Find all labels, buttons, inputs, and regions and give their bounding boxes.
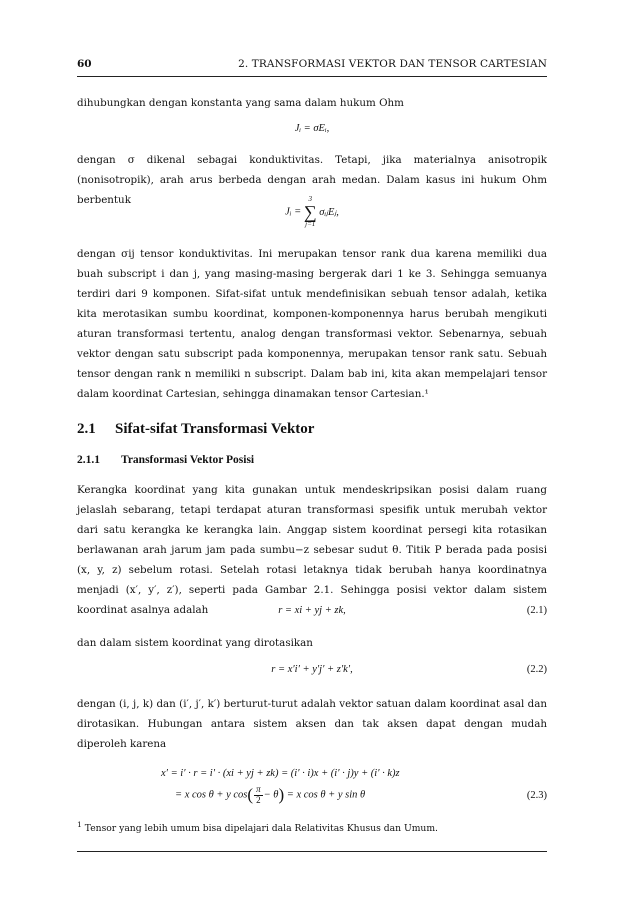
running-header [77,56,547,77]
section-heading [77,421,314,438]
fraction-denominator: 2 [256,794,261,805]
equation-2-2-body: r = x′i′ + y′j′ + z′k′, [271,664,353,675]
paragraph-rotated-system: dan dalam sistem koordinat yang dirotasikan [77,637,313,649]
footnote [77,820,547,834]
paragraph-anisotropic: dengan σ dikenal sebagai konduktivitas. Tetapi, jika materialnya anisotropik (nonisotropik), arah arus berbeda dengan arah medan. Dalam kasus ini hukum Ohm berbentuk [77,154,547,206]
paragraph-intro: dihubungkan dengan konstanta yang sama dalam hukum Ohm [77,97,404,109]
equation-ohm-anisotropic-rhs: σᵢⱼEⱼ, [319,207,339,218]
subsection-title: Transformasi Vektor Posisi [121,454,255,466]
equation-2-1-number: (2.1) [526,605,547,616]
summation-operator [304,196,317,228]
summation-sign: ∑ [303,202,317,222]
equation-ohm-anisotropic [77,196,547,240]
summation-lower-limit: j=1 [305,220,316,228]
equation-2-3-line-1: x′ = i′ · r = i′ · (xi + yj + zk) = (i′ · i)x + (i′ · j)y + (i′ · k)z [161,768,400,779]
footnote-mark: 1 [77,820,82,829]
fraction-pi-over-2 [254,785,263,805]
page-number: 60 [77,58,92,70]
paragraph-tensor-definition: dengan σij tensor konduktivitas. Ini merupakan tensor rank dua karena memiliki dua buah subscript i dan j, yang masing-masing bergerak dari 1 ke 3. Sehingga semuanya terdiri dari 9 komponen. Sifat-sifat untuk mendefinisikan sebuah tensor adalah, ketika kita merotasikan sumbu koordinat, komponen-komponennya harus berubah mengikuti aturan transformasi tertentu, analog dengan transformasi vektor. Sebenarnya, sebuah vektor dengan satu subscript pada komponennya, merupakan tensor rank satu. Sebuah tensor dengan rank n memiliki n subscript. Dalam bab ini, kita akan mempelajari tensor dalam koordinat Cartesian, sehingga dinamakan tensor Cartesian.¹ [77,248,547,400]
section-title: Sifat-sifat Transformasi Vektor [115,421,315,437]
bottom-rule [77,851,547,852]
subsection-number: 2.1.1 [77,454,100,466]
equation-2-3-number: (2.3) [526,790,547,801]
fraction-numerator: π [256,784,261,795]
paragraph-unit-vectors: dengan (i, j, k) dan (i′, j′, k′) berturut-turut adalah vektor satuan dalam koordinat asal dan dirotasikan. Hubungan antara sistem aksen dan tak aksen dapat dengan mudah diperoleh karena [77,698,547,750]
subsection-heading [77,454,254,466]
chapter-title: 2. TRANSFORMASI VEKTOR DAN TENSOR CARTESIAN [238,58,547,70]
equation-2-3-line-2-part-b: − θ [263,789,279,801]
summation-upper-limit: 3 [308,195,312,203]
equation-ohm-anisotropic-lhs: Jᵢ = [285,206,302,218]
equation-2-3 [77,768,547,818]
equation-2-1-body: r = xi + yj + zk, [278,605,346,616]
equation-2-3-line-2-part-a: = x cos θ + y cos [175,789,248,801]
equation-2-2-number: (2.2) [526,664,547,675]
paragraph-coordinate-rotation: Kerangka koordinat yang kita gunakan untuk mendeskripsikan posisi dalam ruang jelaslah sebarang, tetapi terdapat aturan transformasi spesifik untuk merubah vektor dari satu kerangka ke kerangka lain. Anggap sistem koordinat persegi kita rotasikan berlawanan arah jarum jam pada sumbu−z sebesar sudut θ. Titik P berada pada posisi (x, y, z) sebelum rotasi. Setelah rotasi letaknya tidak berubah hanya koordinatnya menjadi (x′, y′, z′), seperti pada Gambar 2.1. Sehingga posisi vektor dalam sistem koordinat asalnya adalah [77,484,547,616]
footnote-text: Tensor yang lebih umum bisa dipelajari dala Relativitas Khusus dan Umum. [84,823,438,835]
section-number: 2.1 [77,421,96,437]
equation-ohm-isotropic-body: Jᵢ = σEᵢ, [294,123,330,134]
equation-2-3-line-2-part-c: = x cos θ + y sin θ [286,789,366,801]
equation-2-3-line-2: = x cos θ + y cos( $\frac{\pi}{2}$ − θ) = x cos θ + y sin θ [175,784,366,805]
